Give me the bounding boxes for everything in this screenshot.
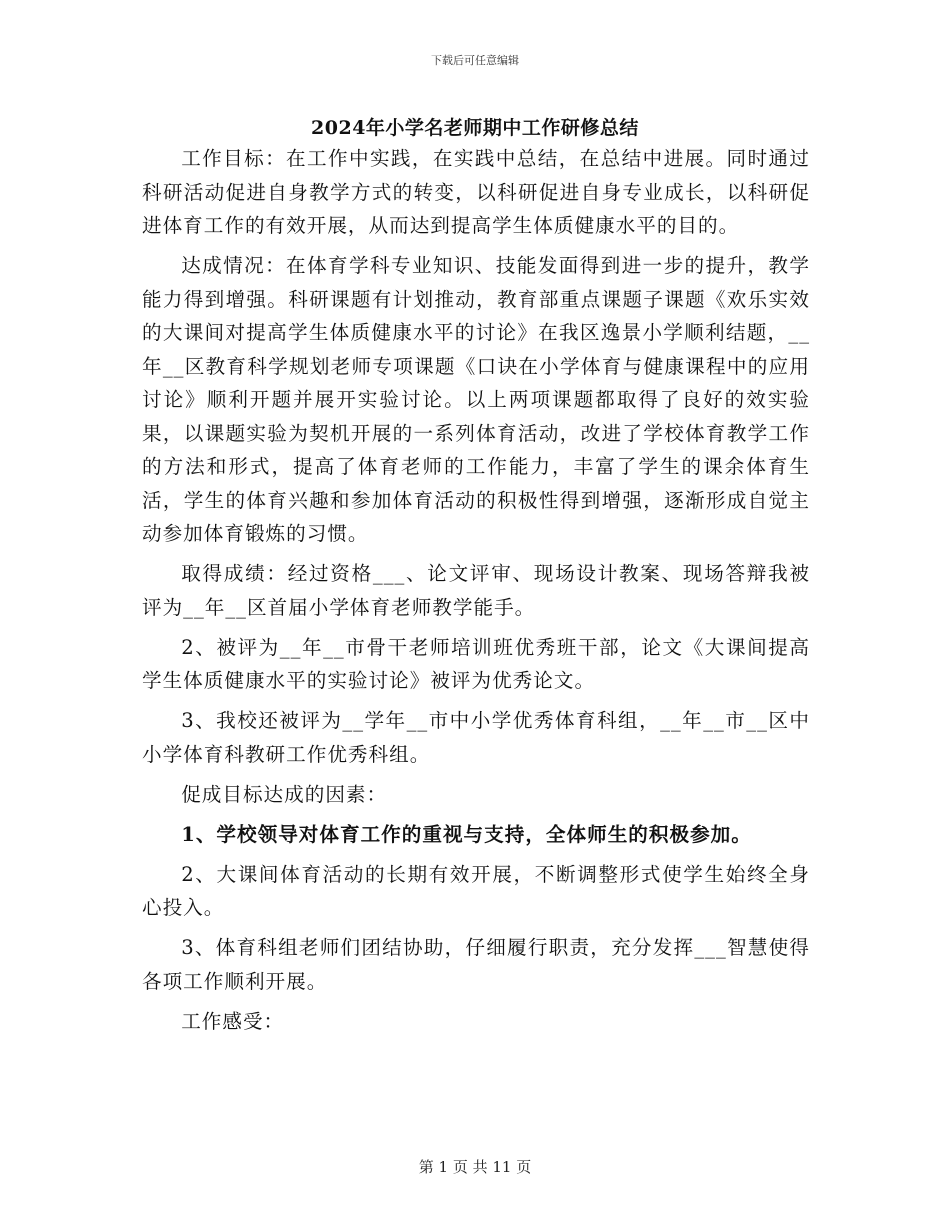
paragraph-achievements: 取得成绩：经过资格___、论文评审、现场设计教案、现场答辩我被评为__年__区首届小学体育老师教学能手。 <box>142 562 810 619</box>
paragraph-factor-1: 1、学校领导对体育工作的重视与支持，全体师生的积极参加。 <box>181 822 752 846</box>
paragraph-feelings-heading: 工作感受： <box>181 1009 285 1033</box>
document-title: 2024年小学名老师期中工作研修总结 <box>311 117 639 139</box>
paragraph-progress: 达成情况：在体育学科专业知识、技能发面得到进一步的提升，教学能力得到增强。科研课题有计划推动，教育部重点课题子课题《欢乐实效的大课间对提高学生体质健康水平的讨论》在我区逸景小学顺利结题，__年__区教育科学规划老师专项课题《口诀在小学体育与健康课程中的应用讨论》顺利开题并展开实验讨论。以上两项课题都取得了良好的效实验果，以课题实验为契机开展的一系列体育活动，改进了学校体育教学工作的方法和形式，提高了体育老师的工作能力，丰富了学生的课余体育生活，学生的体育兴趣和参加体育活动的积极性得到增强，逐渐形成自觉主动参加体育锻炼的习惯。 <box>142 254 810 545</box>
page-number-footer: 第 1 页 共 11 页 <box>418 1158 532 1176</box>
paragraph-factor-2: 2、大课间体育活动的长期有效开展，不断调整形式使学生始终全身心投入。 <box>142 862 810 919</box>
paragraph-factor-3: 3、体育科组老师们团结协助，仔细履行职责，充分发挥___智慧使得各项工作顺利开展。 <box>142 936 810 993</box>
document-body <box>142 142 810 1045</box>
paragraph-factors-heading: 促成目标达成的因素： <box>181 782 388 806</box>
page-header-note: 下载后可任意编辑 <box>431 54 519 67</box>
paragraph-achievement-2: 2、被评为__年__市骨干老师培训班优秀班干部，论文《大课间提高学生体质健康水平的实验讨论》被评为优秀论文。 <box>142 635 810 692</box>
paragraph-achievement-3: 3、我校还被评为__学年__市中小学优秀体育科组，__年__市__区中小学体育科教研工作优秀科组。 <box>142 709 810 766</box>
paragraph-goal: 工作目标：在工作中实践，在实践中总结，在总结中进展。同时通过科研活动促进自身教学方式的转变，以科研促进自身专业成长，以科研促进体育工作的有效开展，从而达到提高学生体质健康水平的目的。 <box>142 147 810 237</box>
